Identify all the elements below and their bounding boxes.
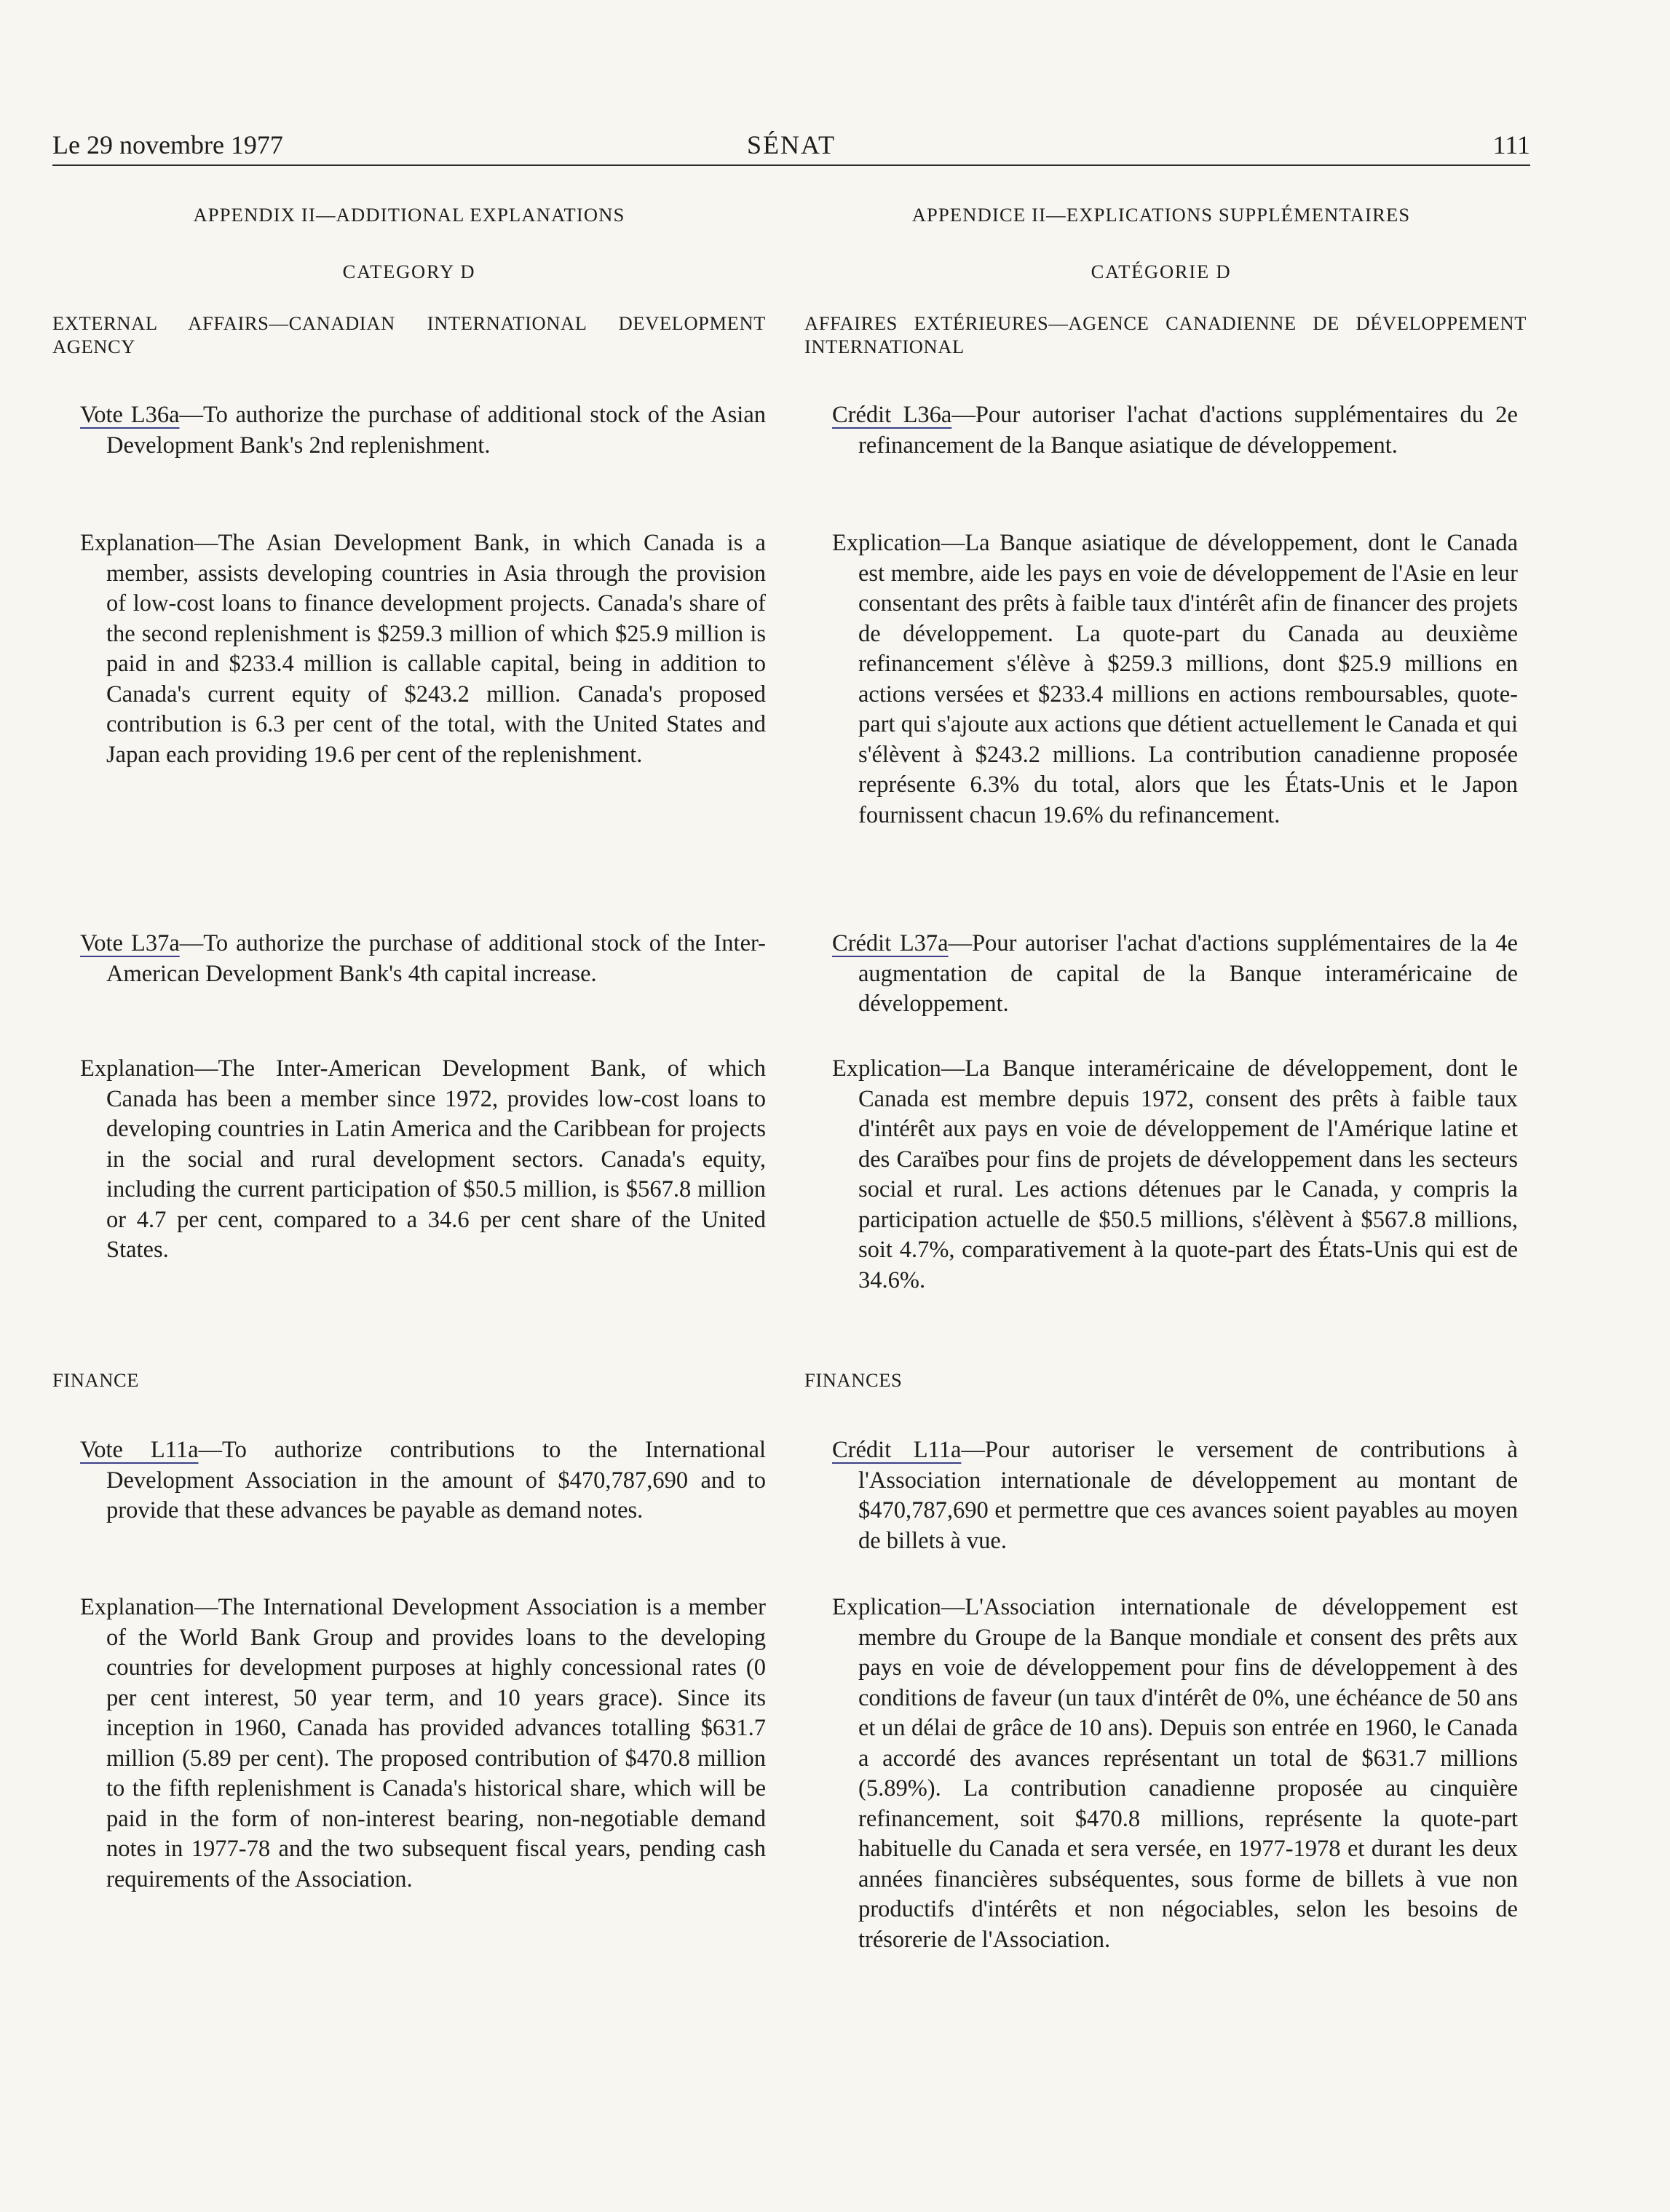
explanation-text: —L'Association internationale de développement est membre du Groupe de la Banque mondiale et consent des prêts aux pays en voie de développement pour fins de développement à des conditions de faveur (un taux d'intérêt de 0%, une échéance de 50 ans et un délai de grâce de 10 ans). Depuis son entrée en 1960, le Canada a accordé des avances représentant un total de $631.7 millions (5.89%). La contribution canadienne proposée au cinquière refinancement, soit $470.8 millions, représente la quote-part habituelle du Canada et sera versée, en 1977-1978 et durant les deux années financières subséquentes, sous forme de billets à vue non productifs d'intérêts et non négociables, selon les besoins de trésorerie de l'Association. xyxy=(858,1594,1518,1953)
explanation-text: —The Inter-American Development Bank, of which Canada has been a member since 1972, provides low-cost loans to developing countries in Latin America and the Caribbean for projects in the social and rural development sectors. Canada's equity, including the current participation of $50.5 million, is $567.8 million or 4.7 per cent, compared to a 34.6 per cent share of the United States. xyxy=(106,1055,766,1263)
explanation-label: Explication xyxy=(832,530,941,556)
explanation-text: —The Asian Development Bank, in which Canada is a member, assists developing countries in Asia through the provision of low-cost loans to finance development projects. Canada's share of the second replenishment is $259.3 million of which $25.9 million is paid in and $233.4 million is callable capital, being in addition to Canada's current equity of $243.2 million. Canada's proposed contribution is 6.3 per cent of the total, with the United States and Japan each providing 19.6 per cent of the replenishment. xyxy=(106,530,766,768)
explanation-text: —La Banque interaméricaine de développement, dont le Canada est membre depuis 1972, consent des prêts à faible taux d'intérêt aux pays en voie de développement de l'Amérique latine et des Caraïbes pour fins de projets de développement dans les secteurs social et rural. Les actions détenues par le Canada, y compris la participation actuelle de $50.5 millions, s'élèvent à $567.8 millions, soit 4.7%, comparativement à la quote-part des États-Unis qui est de 34.6%. xyxy=(858,1055,1518,1293)
vote-text: —Pour autoriser l'achat d'actions supplémentaires du 2e refinancement de la Banque asiatique de développement. xyxy=(858,402,1518,459)
explanation-text: —The International Development Association is a member of the World Bank Group and provides loans to the developing countries for development purposes at highly concessional rates (0 per cent interest, 50 year term, and 10 years grace). Since its inception in 1960, Canada has provided advances totalling $631.7 million (5.89 per cent). The proposed contribution of $470.8 million to the fifth replenishment is Canada's historical share, which will be paid in the form of non-interest bearing, non-negotiable demand notes in 1977-78 and the two subsequent fiscal years, pending cash requirements of the Association. xyxy=(106,1594,766,1892)
explanation-label: Explanation xyxy=(80,1594,195,1620)
english-column xyxy=(52,204,766,1892)
vote-reference: Crédit L37a xyxy=(832,930,949,956)
appendix-heading: APPENDICE II—EXPLICATIONS SUPPLÉMENTAIRES xyxy=(911,204,1411,226)
vote-l11a xyxy=(832,1435,1518,1556)
page-header xyxy=(52,124,1530,166)
section-heading-finances: FINANCES xyxy=(804,1369,903,1391)
vote-l36a xyxy=(80,400,766,461)
section-heading-finance: FINANCE xyxy=(52,1369,140,1391)
explanation-l36a xyxy=(832,528,1518,831)
explanation-l11a xyxy=(80,1593,766,1895)
vote-reference: Vote L36a xyxy=(80,402,180,428)
explanation-label: Explanation xyxy=(80,1055,195,1082)
explanation-label: Explication xyxy=(832,1594,941,1620)
category-heading: CATÉGORIE D xyxy=(1091,261,1232,282)
vote-text: —Pour autoriser l'achat d'actions supplémentaires de la 4e augmentation de capital de la Banque interaméricaine de développement. xyxy=(858,930,1518,1017)
section-heading-external-affairs: EXTERNAL AFFAIRS—CANADIAN INTERNATIONAL DEVELOPMENT AGENCY xyxy=(52,312,766,357)
header-title: SÉNAT xyxy=(746,130,836,159)
explanation-text: —La Banque asiatique de développement, dont le Canada est membre, aide les pays en voie de développement de l'Asie en leur consentant des prêts à faible taux d'intérêt afin de financer des projets de développement. La quote-part du Canada au deuxième refinancement s'élève à $259.3 millions, dont $25.9 millions en actions versées et $233.4 millions en actions remboursables, quote-part qui s'ajoute aux actions que détient actuellement le Canada et qui s'élèvent à $243.2 millions. La contribution canadienne proposée représente 6.3% du total, alors que les États-Unis et le Japon fournissent chacun 19.6% du refinancement. xyxy=(858,530,1518,828)
vote-reference: Vote L37a xyxy=(80,930,180,956)
explanation-label: Explication xyxy=(832,1055,941,1082)
vote-l37a xyxy=(80,929,766,989)
explanation-label: Explanation xyxy=(80,530,195,556)
vote-text: —Pour autoriser le versement de contributions à l'Association internationale de développement au montant de $470,787,690 et permettre que ces avances soient payables au moyen de billets à vue. xyxy=(858,1437,1518,1554)
header-date: Le 29 novembre 1977 xyxy=(52,130,283,159)
vote-reference: Crédit L36a xyxy=(832,402,952,428)
explanation-l36a xyxy=(80,528,766,770)
page-number: 111 xyxy=(1492,130,1530,159)
vote-l11a xyxy=(80,1435,766,1526)
explanation-l37a xyxy=(832,1054,1518,1296)
vote-l36a xyxy=(832,400,1518,461)
vote-reference: Crédit L11a xyxy=(832,1437,962,1463)
explanation-l11a xyxy=(832,1593,1518,1955)
vote-text: —To authorize the purchase of additional stock of the Asian Development Bank's 2nd replenishment. xyxy=(106,402,766,459)
french-column xyxy=(804,204,1527,1953)
category-heading: CATEGORY D xyxy=(342,261,476,282)
appendix-heading: APPENDIX II—ADDITIONAL EXPLANATIONS xyxy=(193,204,625,226)
explanation-l37a xyxy=(80,1054,766,1266)
vote-l37a xyxy=(832,929,1518,1020)
vote-reference: Vote L11a xyxy=(80,1437,199,1463)
vote-text: —To authorize the purchase of additional stock of the Inter-American Development Bank's 4th capital increase. xyxy=(106,930,766,987)
section-heading-external-affairs: AFFAIRES EXTÉRIEURES—AGENCE CANADIENNE DE DÉVELOPPEMENT INTERNATIONAL xyxy=(804,312,1527,357)
vote-text: —To authorize contributions to the International Development Association in the amount of $470,787,690 and to provide that these advances be payable as demand notes. xyxy=(106,1437,766,1523)
